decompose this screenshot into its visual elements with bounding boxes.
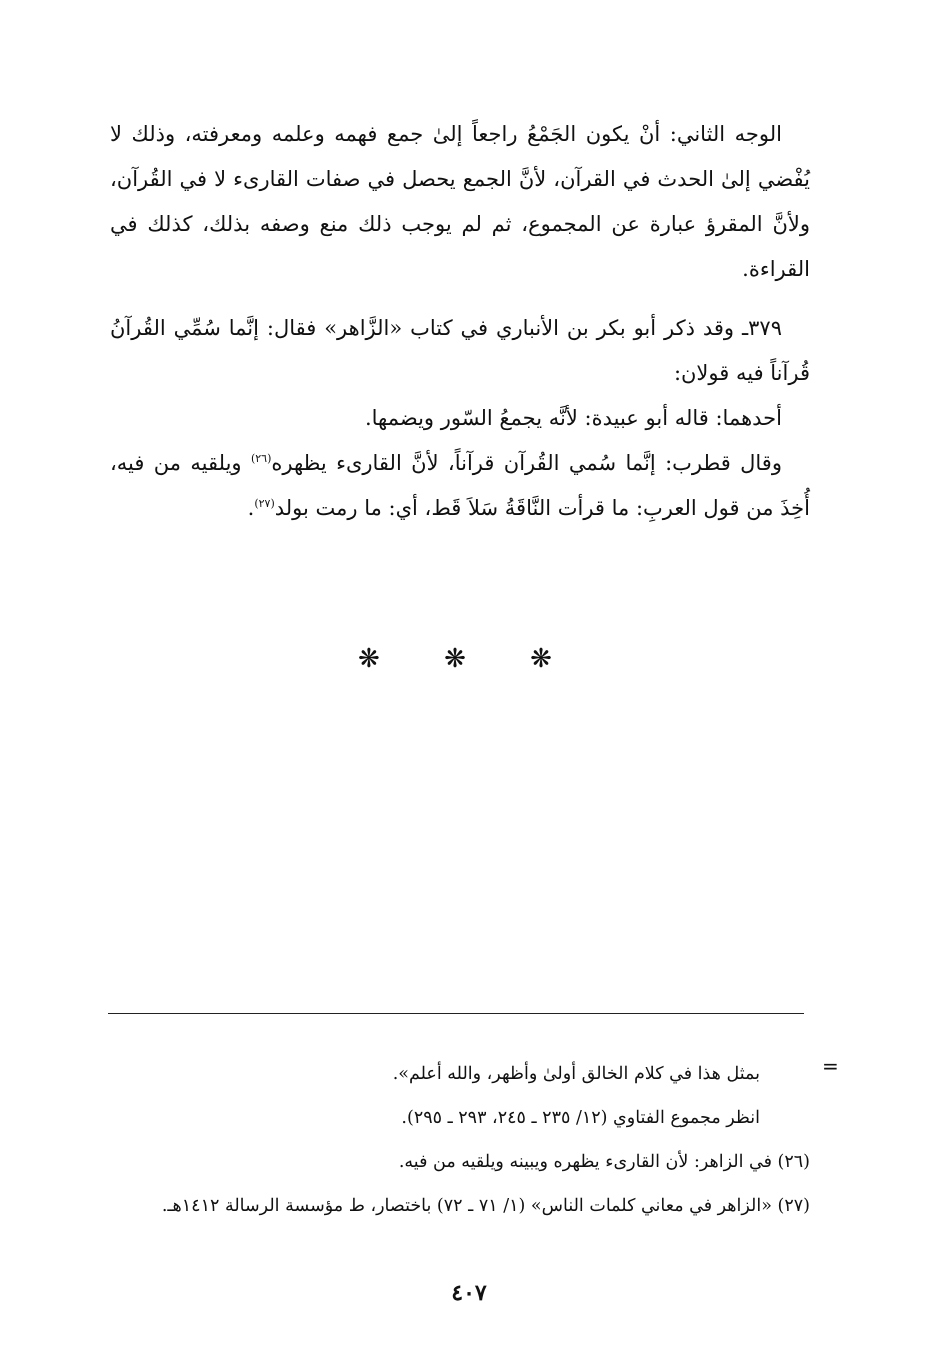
paragraph-379: ٣٧٩ـ وقد ذكر أبو بكر بن الأنباري في كتاب «الزَّاهر» فقال: إنَّما سُمِّي القُرآنُ قُرآناً فيه قولان:	[110, 316, 810, 385]
footnote-26: (٢٦) في الزاهر: لأن القارىء يظهره ويبينه ويلقيه من فيه.	[398, 1152, 810, 1172]
footnote-continuation-mark: =	[822, 1054, 839, 1078]
page-number: ٤٠٧	[451, 1280, 487, 1306]
footnote-continuation-line-1: بمثل هذا في كلام الخالق أولىٰ وأظهر، والله أعلم».	[392, 1064, 760, 1084]
qutrub-text-part2: ويلقيه من فيه، أُخِذَ من قول العربِ: ما قرأت النَّاقَةُ سَلاَ قَط، أي: ما رمت بولد	[110, 451, 810, 520]
footnote-27: (٢٧) «الزاهر في معاني كلمات الناس» (١/ ٧١ ـ ٧٢) باختصار، ط مؤسسة الرسالة ١٤١٢هـ.	[161, 1196, 810, 1216]
paragraph-first-opinion: أحدهما: قاله أبو عبيدة: لأنَّه يجمعُ السّور ويضمها.	[364, 406, 782, 430]
footnotes-block	[110, 1052, 810, 1228]
main-text-block	[110, 112, 810, 531]
paragraph-second-aspect: الوجه الثاني: أنْ يكون الجَمْعُ راجعاً إلىٰ جمع فهمه وعلمه ومعرفته، وذلك لا يُفْضي إلىٰ الحدث في القرآن، لأنَّ الجمع يحصل في صفات القارىء لا في القُرآن، ولأنَّ المقرؤ عبارة عن المجموع، ثم لم يوجب ذلك منع وصفه بذلك، كذلك في القراءة.	[110, 122, 810, 281]
footnote-ref-27[interactable]: (٢٧)	[254, 497, 275, 510]
footnote-continuation-line-2: انظر مجموع الفتاوي (١٢/ ٢٣٥ ـ ٢٤٥، ٢٩٣ ـ ٢٩٥).	[401, 1108, 760, 1128]
footnote-divider	[108, 1013, 804, 1014]
qutrub-text-end: .	[247, 496, 255, 520]
qutrub-text-part1: وقال قطرب: إنَّما سُمي القُرآن قرآناً، لأنَّ القارىء يظهره	[271, 451, 782, 475]
footnote-ref-26[interactable]: (٢٦)	[250, 452, 272, 465]
section-separator-stars: ❋ ❋ ❋	[358, 644, 580, 674]
paragraph-qutrub-opinion	[110, 441, 810, 531]
